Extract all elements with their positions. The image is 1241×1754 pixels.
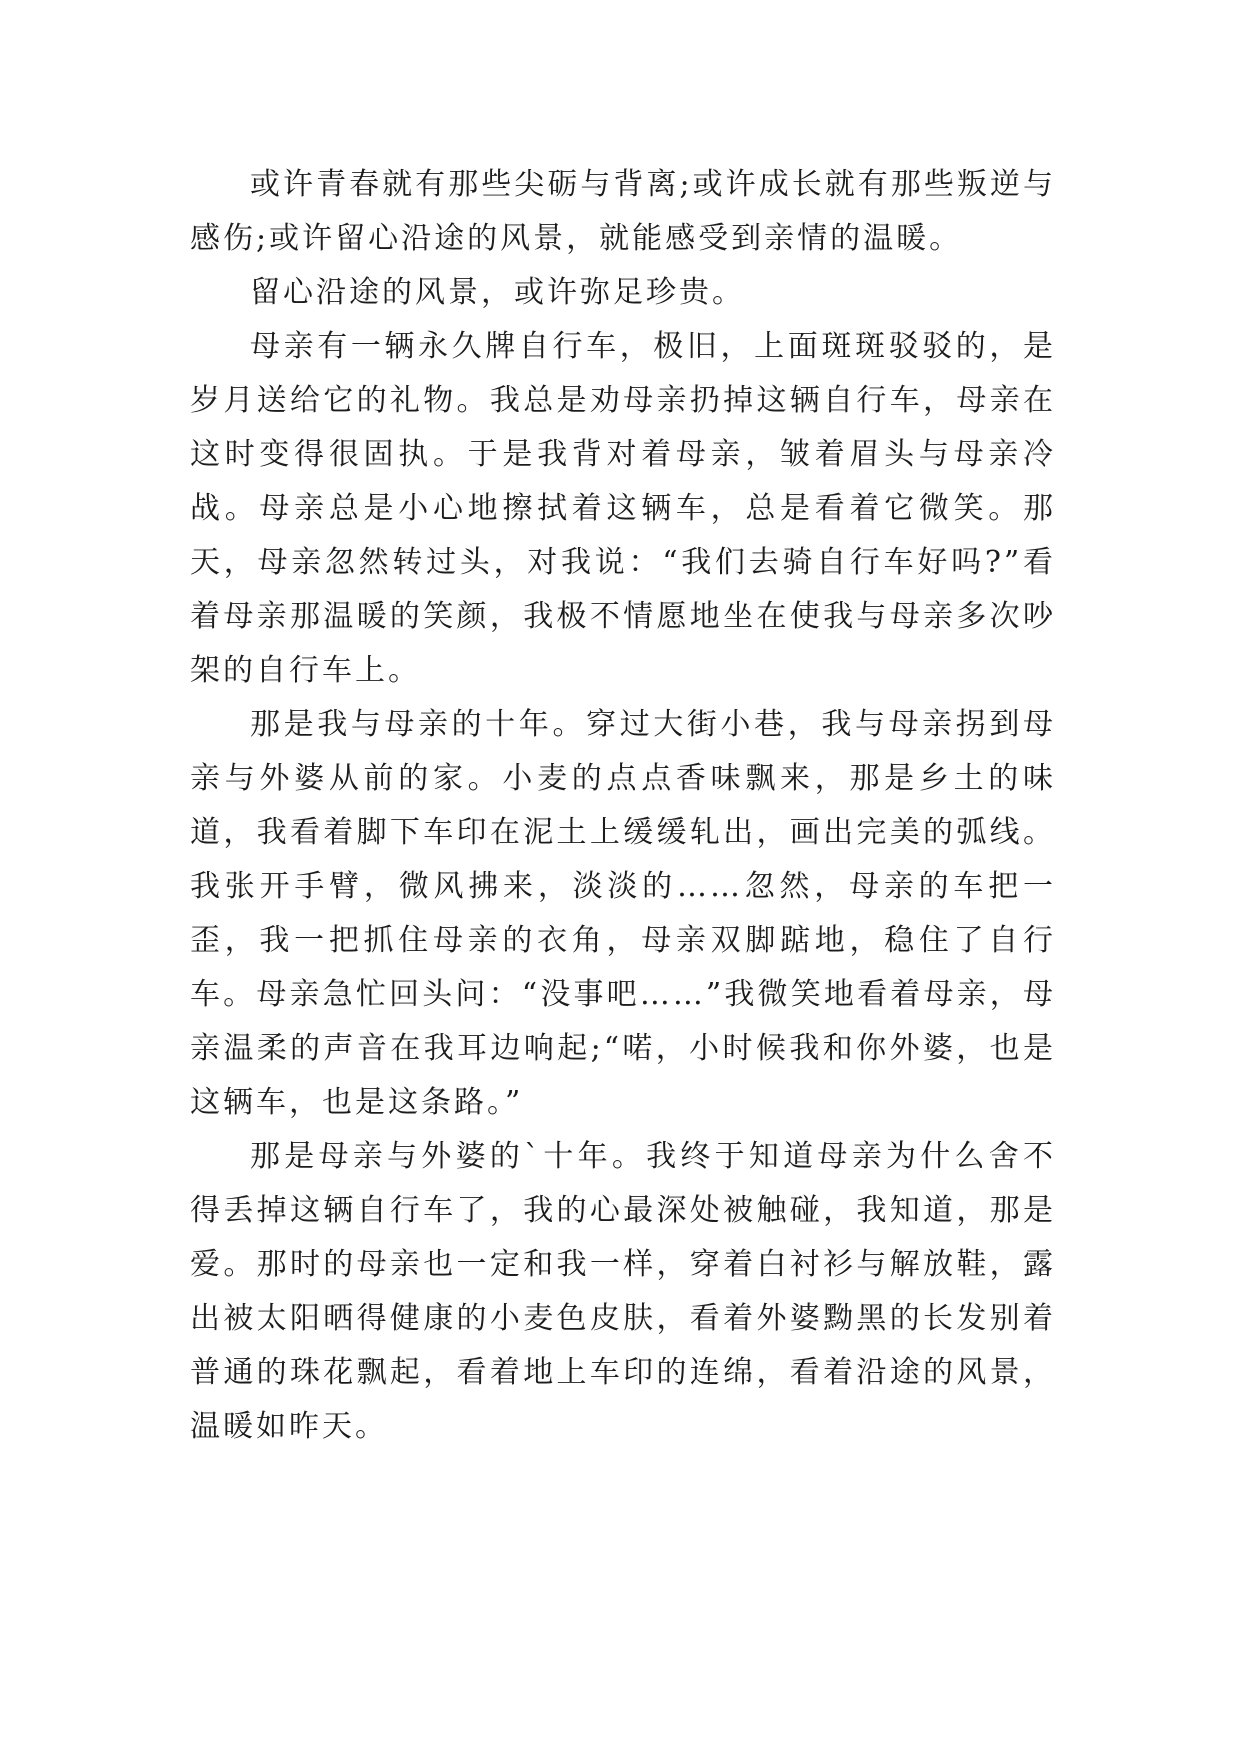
article-body — [190, 158, 1056, 1454]
paragraph-2: 留心沿途的风景，或许弥足珍贵。 — [250, 275, 745, 310]
paragraph-1: 或许青春就有那些尖砺与背离;或许成长就有那些叛逆与感伤;或许留心沿途的风景，就能感受到亲情的温暖。 — [190, 167, 1056, 256]
paragraph-5: 那是母亲与外婆的`十年。我终于知道母亲为什么舍不得丢掉这辆自行车了，我的心最深处被触碰，我知道，那是爱。那时的母亲也一定和我一样，穿着白衬衫与解放鞋，露出被太阳晒得健康的小麦色皮肤，看着外婆黝黑的长发别着普通的珠花飘起，看着地上车印的连绵，看着沿途的风景，温暖如昨天。 — [190, 1139, 1056, 1444]
paragraph-4: 那是我与母亲的十年。穿过大街小巷，我与母亲拐到母亲与外婆从前的家。小麦的点点香味飘来，那是乡土的味道，我看着脚下车印在泥土上缓缓轧出，画出完美的弧线。我张开手臂，微风拂来，淡淡的……忽然，母亲的车把一歪，我一把抓住母亲的衣角，母亲双脚踮地，稳住了自行车。母亲急忙回头问：“没事吧……”我微笑地看着母亲，母亲温柔的声音在我耳边响起;“喏，小时候我和你外婆，也是这辆车，也是这条路。” — [190, 707, 1056, 1120]
paragraph-3: 母亲有一辆永久牌自行车，极旧，上面斑斑驳驳的，是岁月送给它的礼物。我总是劝母亲扔掉这辆自行车，母亲在这时变得很固执。于是我背对着母亲，皱着眉头与母亲冷战。母亲总是小心地擦拭着这辆车，总是看着它微笑。那天，母亲忽然转过头，对我说：“我们去骑自行车好吗?”看着母亲那温暖的笑颜，我极不情愿地坐在使我与母亲多次吵架的自行车上。 — [190, 329, 1056, 688]
